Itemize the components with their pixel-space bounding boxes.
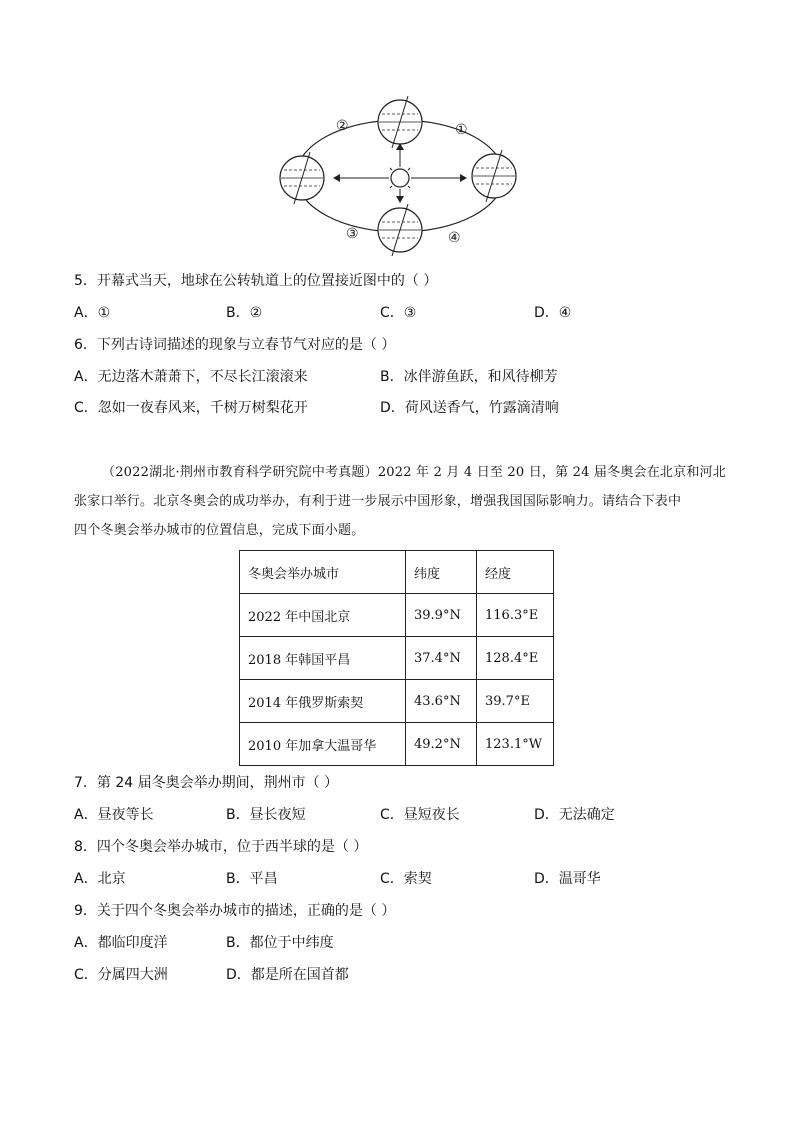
question-7-stem: 7．第 24 届冬奥会举办期间，荆州市（ ） xyxy=(74,775,339,791)
orbit-label-3: ③ xyxy=(346,226,359,242)
q6-option-a[interactable]: A．无边落木萧萧下，不尽长江滚滚来 xyxy=(74,369,308,385)
q5-option-a[interactable]: A．① xyxy=(74,305,111,321)
q9-option-d[interactable]: D．都是所在国首都 xyxy=(226,967,349,983)
cell-latitude: 49.2°N xyxy=(406,723,477,766)
question-6-stem: 6．下列古诗词描述的现象与立春节气对应的是（ ） xyxy=(74,337,396,353)
q7-option-a[interactable]: A．昼夜等长 xyxy=(74,807,154,823)
table-row xyxy=(240,637,554,680)
q9-option-b[interactable]: B．都位于中纬度 xyxy=(226,935,334,951)
q9-option-c[interactable]: C．分属四大洲 xyxy=(74,967,168,983)
question-9-stem: 9．关于四个冬奥会举办城市的描述，正确的是（ ） xyxy=(74,903,396,919)
cell-city: 2014 年俄罗斯索契 xyxy=(240,680,406,723)
reading-passage xyxy=(74,458,734,545)
passage-line-1: （2022湖北·荆州市教育科学研究院中考真题）2022 年 2 月 4 日至 20 日，第 24 届冬奥会在北京和河北 xyxy=(102,465,726,480)
q6-option-c[interactable]: C．忽如一夜春风来，千树万树梨花开 xyxy=(74,400,308,416)
orbit-label-1: ① xyxy=(455,122,468,138)
q7-option-c[interactable]: C．昼短夜长 xyxy=(380,807,460,823)
earth-right-icon xyxy=(472,150,516,202)
cell-latitude: 43.6°N xyxy=(406,680,477,723)
olympic-cities-table xyxy=(239,550,554,766)
q5-option-d[interactable]: D．④ xyxy=(534,305,572,321)
cell-city: 2018 年韩国平昌 xyxy=(240,637,406,680)
q8-option-a[interactable]: A．北京 xyxy=(74,871,126,887)
q5-option-c[interactable]: C．③ xyxy=(380,305,417,321)
cell-latitude: 37.4°N xyxy=(406,637,477,680)
table-header-row xyxy=(240,551,554,594)
header-city: 冬奥会举办城市 xyxy=(240,551,406,594)
question-5-stem: 5．开幕式当天，地球在公转轨道上的位置接近图中的（ ） xyxy=(74,273,438,289)
q8-option-d[interactable]: D．温哥华 xyxy=(534,871,601,887)
cell-city: 2022 年中国北京 xyxy=(240,594,406,637)
orbit-label-4: ④ xyxy=(448,230,461,246)
table-row xyxy=(240,723,554,766)
q7-option-b[interactable]: B．昼长夜短 xyxy=(226,807,306,823)
cell-longitude: 39.7°E xyxy=(477,680,554,723)
q6-option-b[interactable]: B．冰伴游鱼跃，和风待柳芳 xyxy=(380,369,558,385)
q6-option-d[interactable]: D．荷风送香气，竹露滴清响 xyxy=(380,400,559,416)
earth-top-icon xyxy=(378,96,422,148)
earth-orbit-diagram xyxy=(270,92,530,264)
q7-option-d[interactable]: D．无法确定 xyxy=(534,807,615,823)
earth-left-icon xyxy=(280,152,324,204)
earth-bottom-icon xyxy=(378,204,422,256)
q5-option-b[interactable]: B．② xyxy=(226,305,263,321)
cell-latitude: 39.9°N xyxy=(406,594,477,637)
table-row xyxy=(240,594,554,637)
question-8-stem: 8．四个冬奥会举办城市，位于西半球的是（ ） xyxy=(74,839,368,855)
cell-city: 2010 年加拿大温哥华 xyxy=(240,723,406,766)
q9-option-a[interactable]: A．都临印度洋 xyxy=(74,935,168,951)
header-longitude: 经度 xyxy=(477,551,554,594)
cell-longitude: 128.4°E xyxy=(477,637,554,680)
passage-line-2: 张家口举行。北京冬奥会的成功举办，有利于进一步展示中国形象，增强我国国际影响力。请结合下表中 xyxy=(74,494,682,509)
sun-icon xyxy=(386,164,414,192)
header-latitude: 纬度 xyxy=(406,551,477,594)
orbit-label-2: ② xyxy=(336,118,349,134)
cell-longitude: 116.3°E xyxy=(477,594,554,637)
passage-line-3: 四个冬奥会举办城市的位置信息，完成下面小题。 xyxy=(74,523,365,538)
q8-option-c[interactable]: C．索契 xyxy=(380,871,432,887)
table-row xyxy=(240,680,554,723)
cell-longitude: 123.1°W xyxy=(477,723,554,766)
q8-option-b[interactable]: B．平昌 xyxy=(226,871,278,887)
